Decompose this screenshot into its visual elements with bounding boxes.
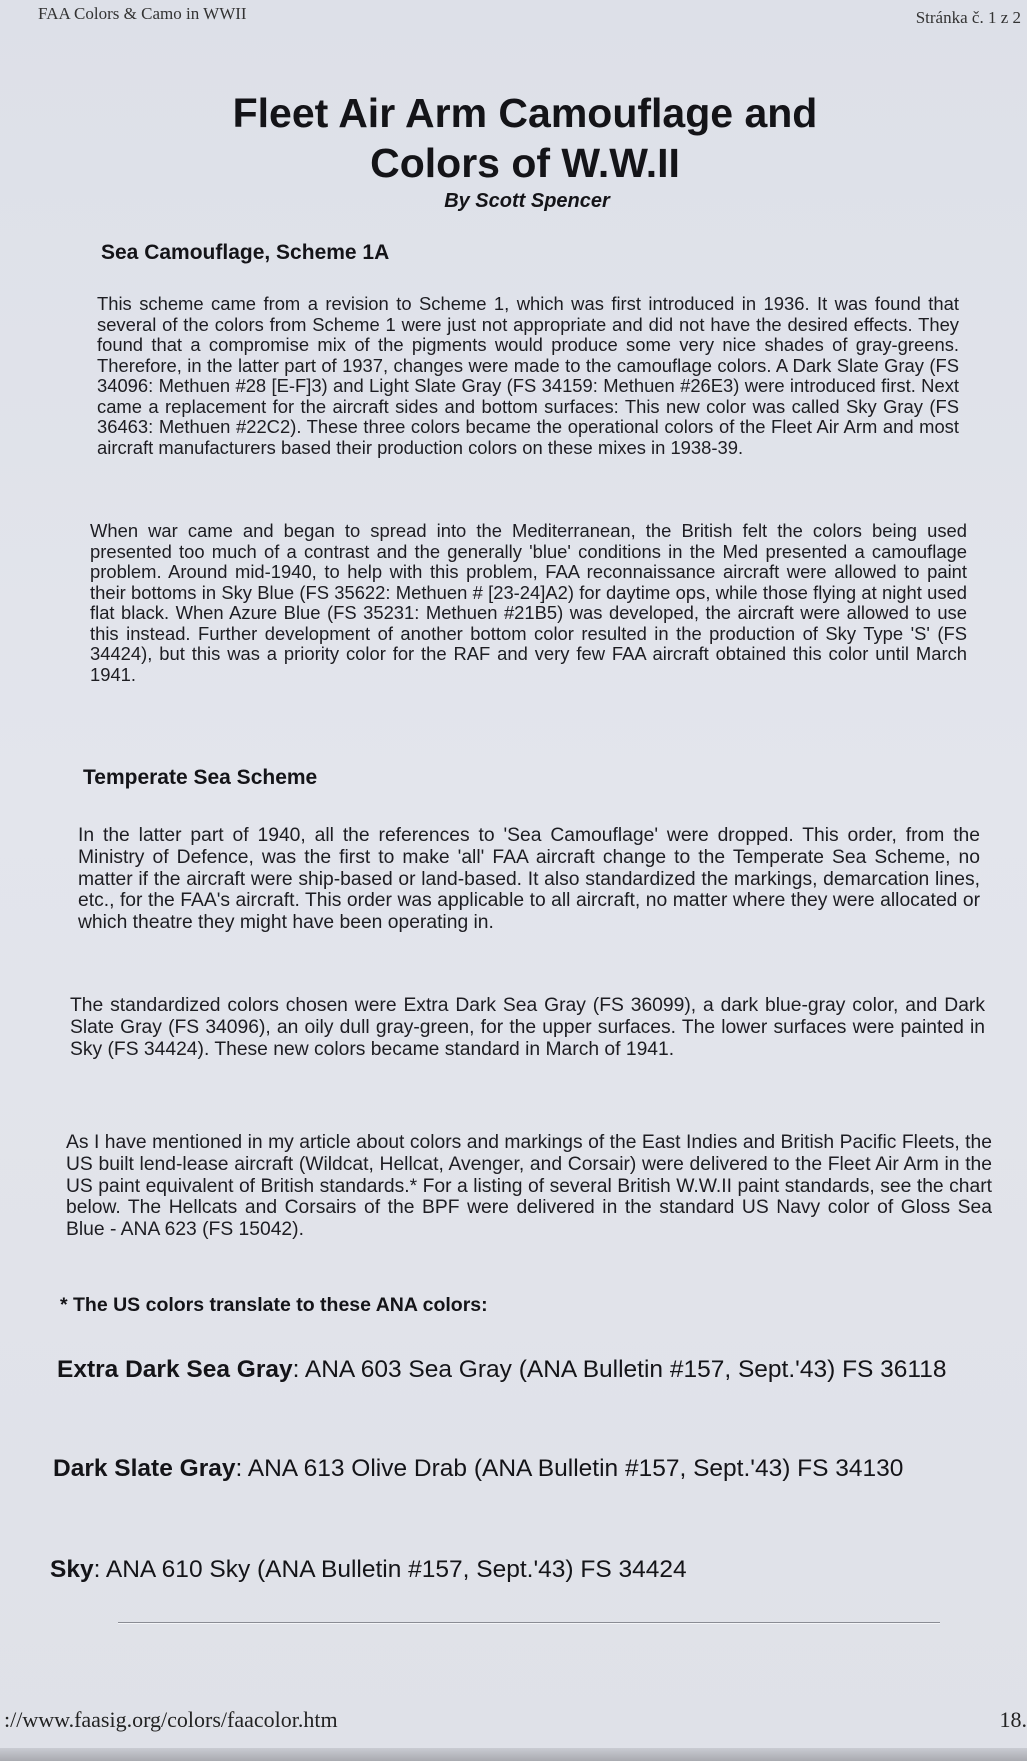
page-title-line-1: Fleet Air Arm Camouflage and — [232, 90, 818, 136]
print-header — [0, 2, 1027, 28]
page-title-line-2: Colors of W.W.II — [370, 140, 680, 186]
ana-colors-note: * The US colors translate to these ANA colors: — [60, 1294, 488, 1316]
ana-color-dark-slate-gray — [53, 1453, 1026, 1484]
ana-color-extra-dark-sea-gray — [57, 1354, 1007, 1385]
paragraph-mediterranean: When war came and began to spread into the Mediterranean, the British felt the colors being used presented too much of a contrast and the generally 'blue' conditions in the Med presented a camouflage problem. Around mid-1940, to help with this problem, FAA reconnaissance aircraft were allowed to paint their bottoms in Sky Blue (FS 35622: Methuen # [23-24]A2) for daytime ops, while those flying at night used flat black. When Azure Blue (FS 35231: Methuen #21B5) was developed, the aircraft were allowed to use this instead. Further development of another bottom color resulted in the production of Sky Type 'S' (FS 34424), but this was a priority color for the RAF and very few FAA aircraft obtained this color until March 1941. — [90, 520, 967, 685]
ana-color-name: Dark Slate Gray — [53, 1455, 236, 1482]
footer-date: 18. — [999, 1707, 1027, 1732]
page-edge-shadow — [0, 1748, 1027, 1761]
page-title — [0, 88, 1027, 188]
footer-url: ://www.faasig.org/colors/faacolor.htm — [4, 1707, 338, 1732]
print-header-title: FAA Colors & Camo in WWII — [38, 4, 247, 23]
ana-color-sky — [50, 1554, 1010, 1585]
paragraph-scheme-1a-intro: This scheme came from a revision to Scheme 1, which was first introduced in 1936. It was found that several of the colors from Scheme 1 were just not appropriate and did not have the desired effects. They found that a compromise mix of the pigments would produce some very nice shades of gray-greens. Therefore, in the latter part of 1937, changes were made to the camouflage colors. A Dark Slate Gray (FS 34096: Methuen #28 [E-F]3) and Light Slate Gray (FS 34159: Methuen #26E3) were introduced first. Next came a replacement for the aircraft sides and bottom surfaces: This new color was called Sky Gray (FS 36463: Methuen #22C2). These three colors became the operational colors of the Fleet Air Arm and most aircraft manufacturers based their production colors on these mixes in 1938-39. — [97, 293, 959, 458]
paragraph-lend-lease: As I have mentioned in my article about colors and markings of the East Indies and British Pacific Fleets, the US built lend-lease aircraft (Wildcat, Hellcat, Avenger, and Corsair) were delivered to the Fleet Air Arm in the US paint equivalent of British standards.* For a listing of several British W.W.II paint standards, see the chart below. The Hellcats and Corsairs of the BPF were delivered in the standard US Navy color of Gloss Sea Blue - ANA 623 (FS 15042). — [66, 1132, 992, 1241]
print-header-page-number: Stránka č. 1 z 2 — [915, 8, 1021, 27]
ana-color-value: : ANA 613 Olive Drab (ANA Bulletin #157, Sept.'43) FS 34130 — [235, 1455, 904, 1482]
byline: By Scott Spencer — [444, 190, 610, 212]
ana-color-name: Sky — [50, 1556, 94, 1583]
section-heading-temperate-sea: Temperate Sea Scheme — [83, 766, 318, 789]
ana-color-name: Extra Dark Sea Gray — [57, 1356, 293, 1383]
ana-color-value: : ANA 610 Sky (ANA Bulletin #157, Sept.'43) FS 34424 — [93, 1556, 687, 1583]
horizontal-divider — [118, 1622, 940, 1624]
section-heading-sea-camouflage: Sea Camouflage, Scheme 1A — [101, 241, 390, 264]
paragraph-temperate-order: In the latter part of 1940, all the references to 'Sea Camouflage' were dropped. This order, from the Ministry of Defence, was the first to make 'all' FAA aircraft change to the Temperate Sea Scheme, no matter if the aircraft were ship-based or land-based. It also standardized the markings, demarcation lines, etc., for the FAA's aircraft. This order was applicable to all aircraft, no matter where they were allocated or which theatre they might have been operating in. — [78, 825, 980, 934]
paragraph-standard-colors: The standardized colors chosen were Extra Dark Sea Gray (FS 36099), a dark blue-gray color, and Dark Slate Gray (FS 34096), an oily dull gray-green, for the upper surfaces. The lower surfaces were painted in Sky (FS 34424). These new colors became standard in March of 1941. — [70, 995, 985, 1060]
ana-color-value: : ANA 603 Sea Gray (ANA Bulletin #157, Sept.'43) FS 36118 — [292, 1356, 947, 1383]
